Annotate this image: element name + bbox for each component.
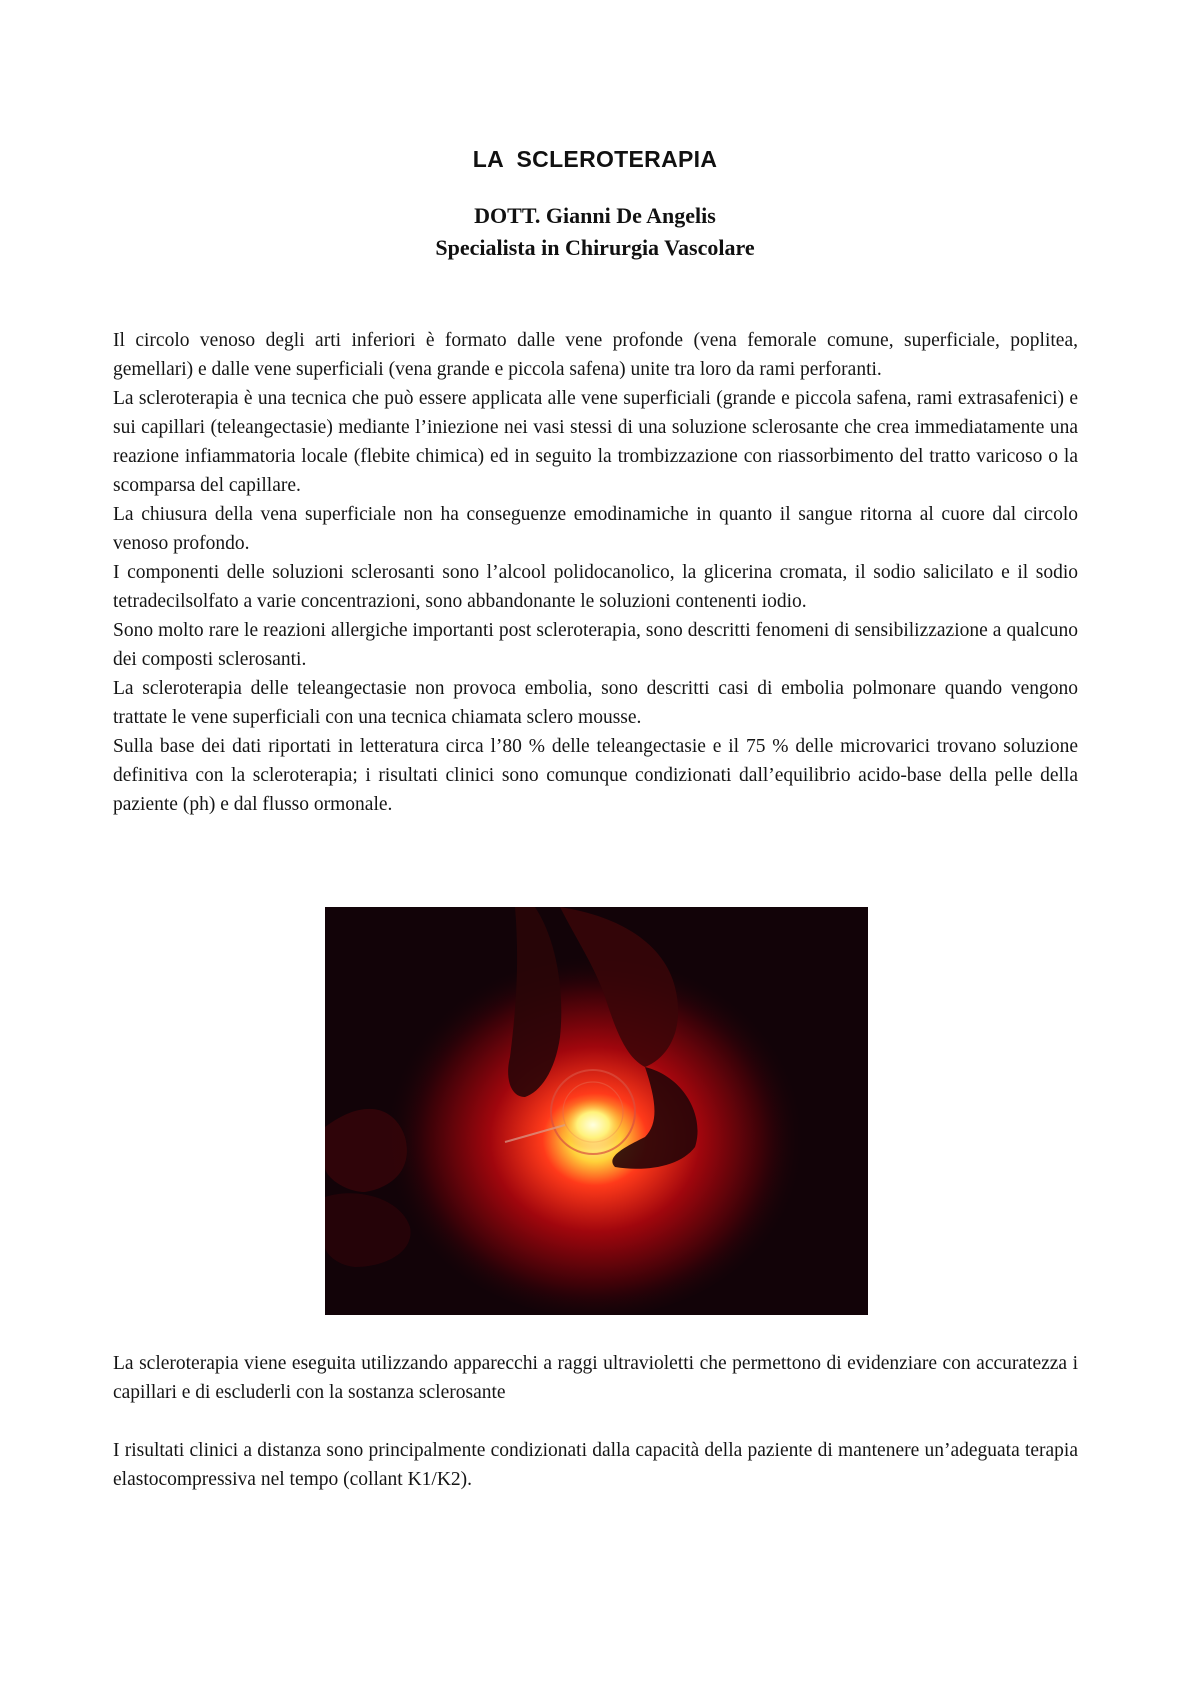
paragraph: La scleroterapia viene eseguita utilizzando apparecchi a raggi ultravioletti che permettono di evidenziare con accuratezza i capillari e di escluderli con la sostanza sclerosante <box>113 1353 1078 1403</box>
paragraph: Sulla base dei dati riportati in letteratura circa l’80 % delle teleangectasie e il 75 % delle microvarici trovano soluzione definitiva con la scleroterapia; i risultati clinici sono comunque condizionati dall’equilibrio acido-base della pelle della paziente (ph) e dal flusso ormonale. <box>113 736 1078 815</box>
paragraph: La scleroterapia è una tecnica che può essere applicata alle vene superficiali (grande e piccola safena, rami extrasafenici) e sui capillari (teleangectasie) mediante l’iniezione nei vasi stessi di una soluzione sclerosante che crea immediatamente una reazione infiammatoria locale (flebite chimica) ed in seguito la trombizzazione con riassorbimento del tratto varicoso o la scomparsa del capillare. <box>113 388 1078 496</box>
paragraph: Sono molto rare le reazioni allergiche importanti post scleroterapia, sono descritti fenomeni di sensibilizzazione a qualcuno dei composti sclerosanti. <box>113 620 1078 670</box>
sclerotherapy-photo <box>325 907 868 1315</box>
document-title: LA SCLEROTERAPIA <box>472 146 718 172</box>
paragraph-gap <box>113 1407 1078 1436</box>
paragraph: I risultati clinici a distanza sono principalmente condizionati dalla capacità della paziente di mantenere un’adeguata terapia elastocompressiva nel tempo (collant K1/K2). <box>113 1440 1078 1490</box>
photo-illustration <box>325 907 868 1315</box>
main-body <box>113 326 1078 819</box>
author-role: Specialista in Chirurgia Vascolare <box>435 235 755 260</box>
paragraph: I componenti delle soluzioni sclerosanti sono l’alcool polidocanolico, la glicerina cromata, il sodio salicilato e il sodio tetradecilsolfato a varie concentrazioni, sono abbandonante le soluzioni contenenti iodio. <box>113 562 1078 612</box>
after-figure-body <box>113 1349 1078 1494</box>
author-block <box>0 200 1190 264</box>
paragraph: Il circolo venoso degli arti inferiori è formato dalle vene profonde (vena femorale comune, superficiale, poplitea, gemellari) e dalle vene superficiali (vena grande e piccola safena) unite tra loro da rami perforanti. <box>113 330 1078 380</box>
paragraph: La scleroterapia delle teleangectasie non provoca embolia, sono descritti casi di embolia polmonare quando vengono trattate le vene superficiali con una tecnica chiamata sclero mousse. <box>113 678 1078 728</box>
paragraph: La chiusura della vena superficiale non ha conseguenze emodinamiche in quanto il sangue ritorna al cuore dal circolo venoso profondo. <box>113 504 1078 554</box>
author-name: DOTT. Gianni De Angelis <box>474 203 716 228</box>
